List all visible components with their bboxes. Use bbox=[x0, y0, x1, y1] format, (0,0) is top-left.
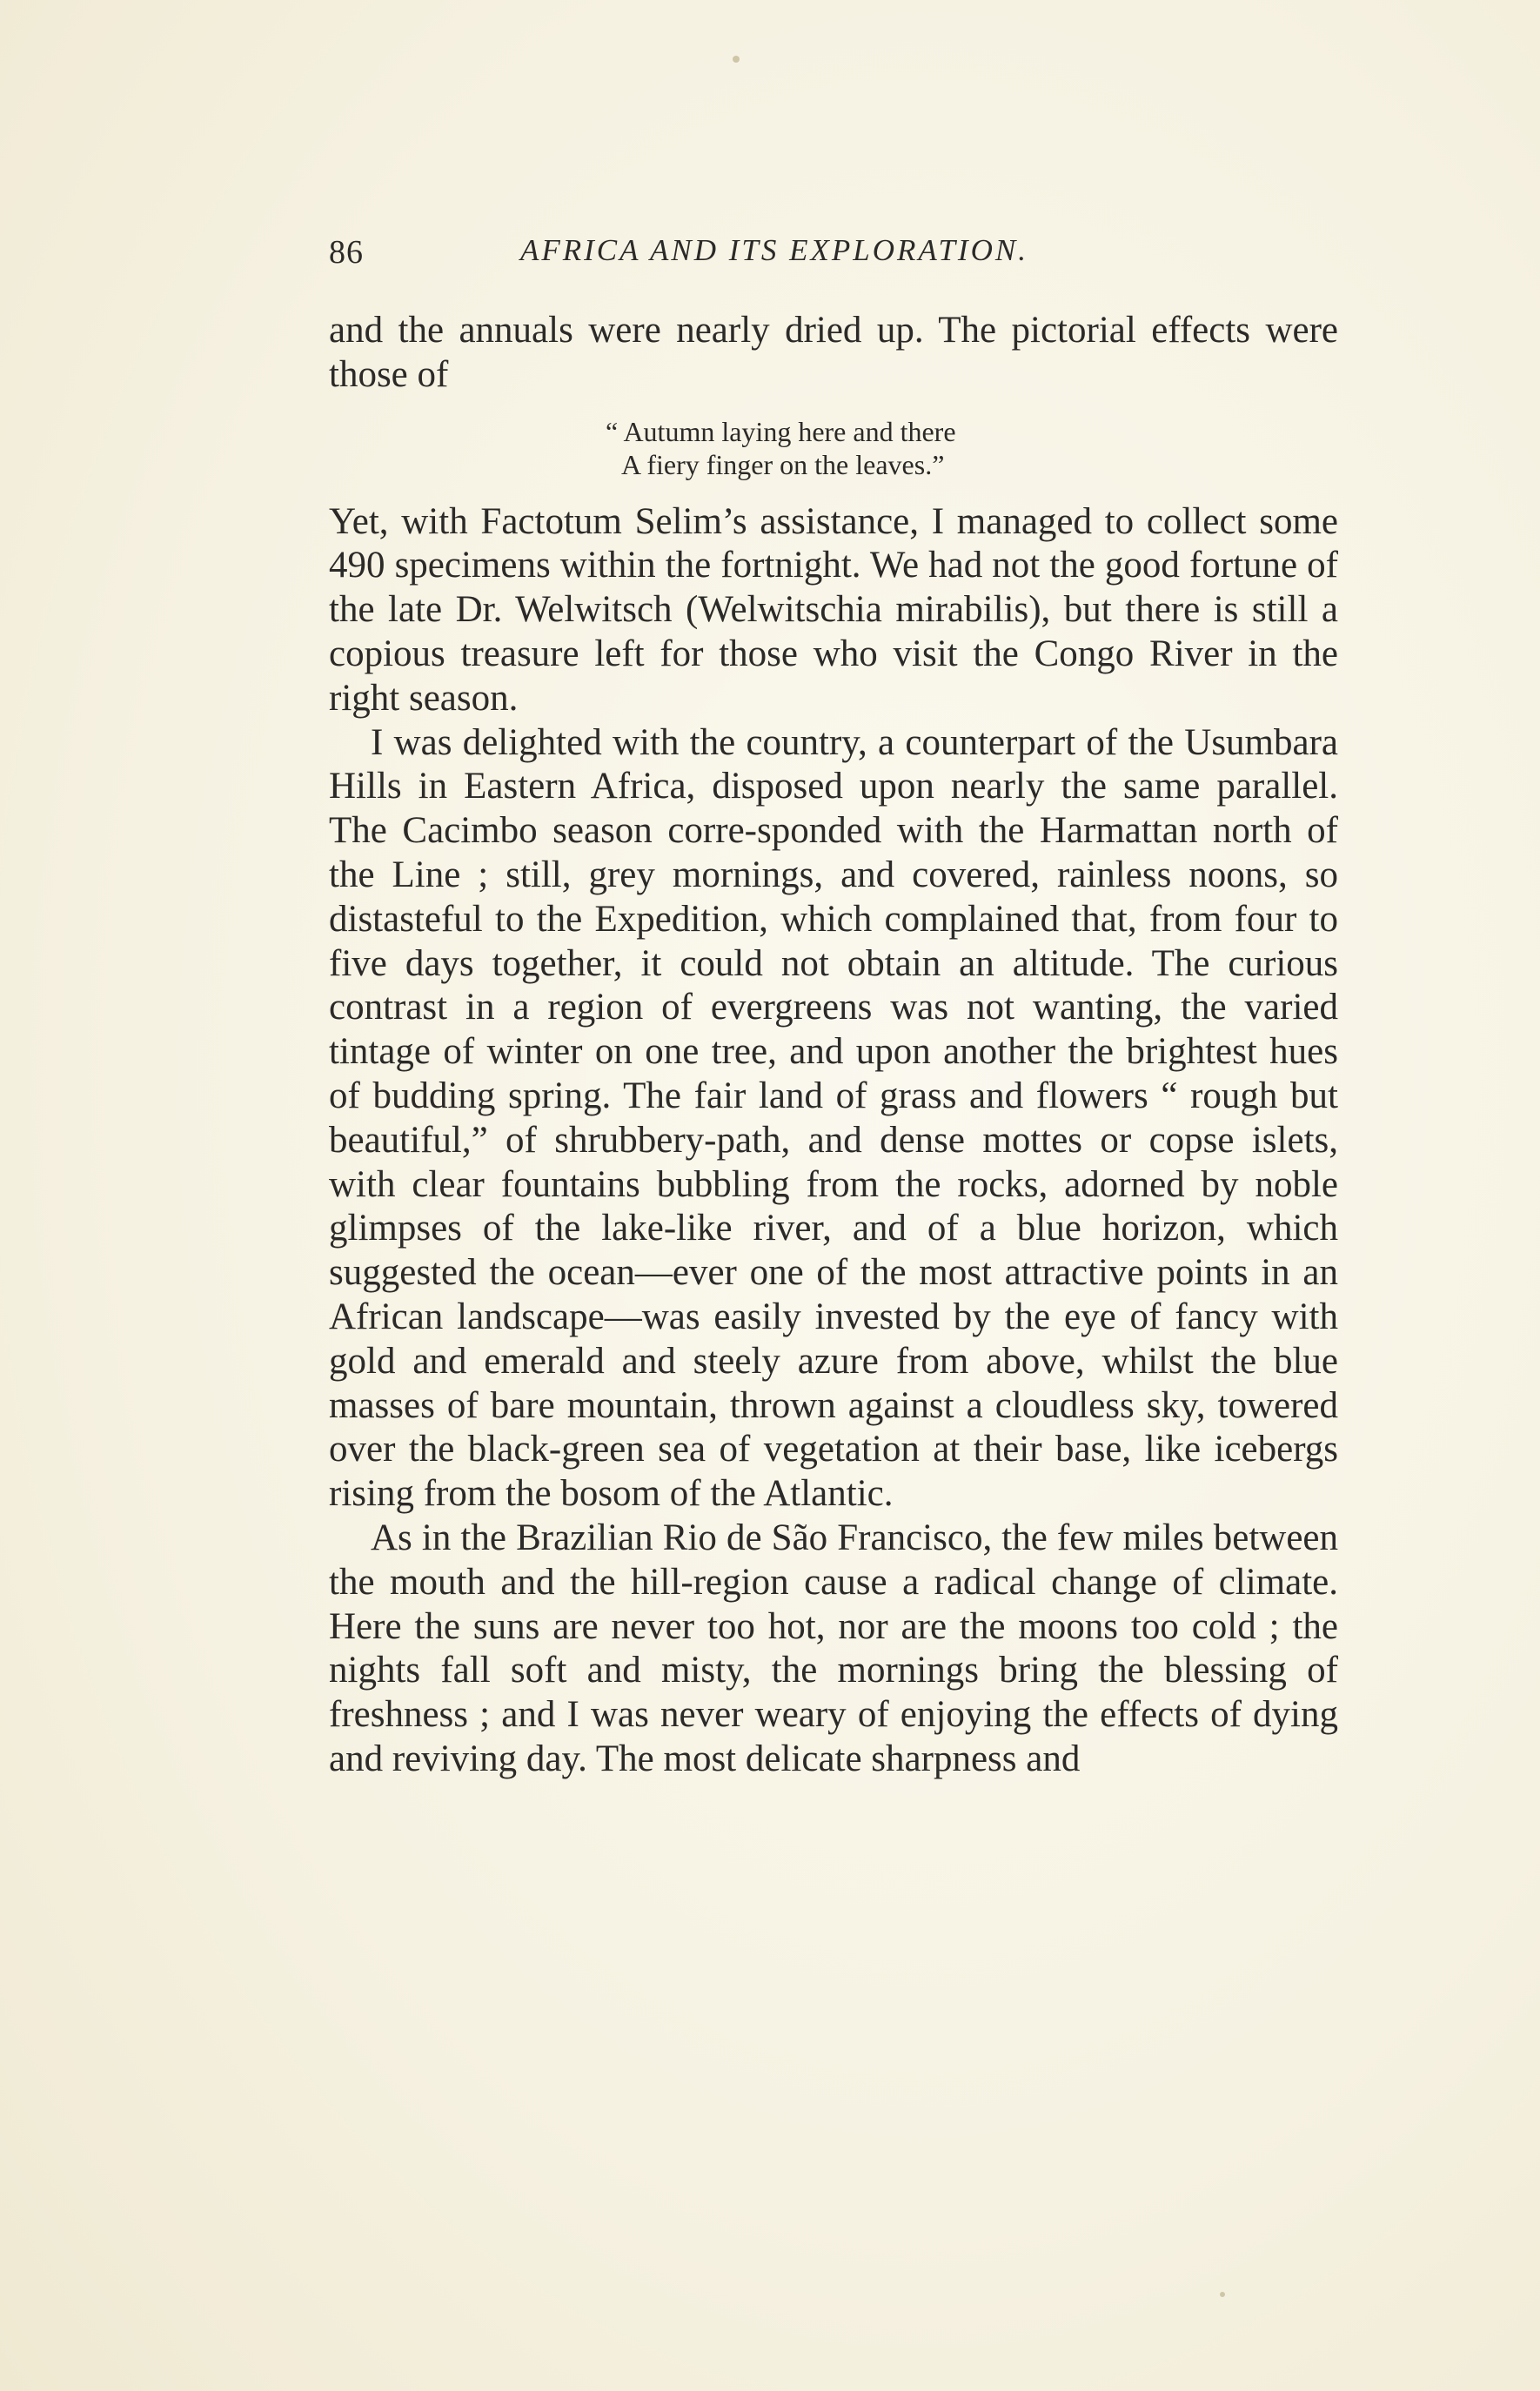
running-title: AFRICA AND ITS EXPLORATION. bbox=[520, 233, 1028, 267]
paragraph-climate: As in the Brazilian Rio de São Francisco, the few miles between the mouth and the hill-region cause a radical change of climate. Here the suns are never too hot, nor are the moons too cold ; the nights fall soft and misty, the mornings bring the blessing of freshness ; and I was never weary of enjoying the effects of dying and reviving day. The most delicate sharpness and bbox=[329, 1517, 1338, 1779]
paragraph-country: I was delighted with the country, a counterpart of the Usumbara Hills in Eastern Africa, disposed upon nearly the same parallel. The Cacimbo season corre-sponded with the Harmattan north of the Line ; still, grey mornings, and covered, rainless noons, so distasteful to the Expedition, which complained that, from four to five days together, it could not obtain an altitude. The curious contrast in a region of evergreens was not wanting, the varied tintage of winter on one tree, and upon another the brightest hues of budding spring. The fair land of grass and flowers “ rough but beautiful,” of shrubbery-path, and dense mottes or copse islets, with clear fountains bubbling from the rocks, adorned by noble glimpses of the lake-like river, and of a blue horizon, which suggested the ocean—ever one of the most attractive points in an African landscape—was easily invested by the eye of fancy with gold and emerald and steely azure from above, whilst the blue masses of bare mountain, thrown against a cloudless sky, towered over the black-green sea of vegetation at their base, like icebergs rising from the bosom of the Atlantic. bbox=[329, 721, 1338, 1515]
page-header bbox=[329, 233, 1338, 277]
verse-quote bbox=[329, 415, 1338, 481]
page-body bbox=[329, 309, 1338, 1782]
paragraph-specimens: Yet, with Factotum Selim’s assistance, I managed to collect some 490 specimens within the fortnight. We had not the good fortune of the late Dr. Welwitsch (Welwitschia mirabilis), but there is still a copious treasure left for those who visit the Congo River in the right season. bbox=[329, 500, 1338, 719]
paper-speck bbox=[1220, 2292, 1225, 2297]
verse-line-2: A fiery finger on the leaves.” bbox=[621, 448, 945, 480]
page-number: 86 bbox=[329, 234, 364, 271]
paper-speck bbox=[733, 56, 740, 63]
opening-paragraph: and the annuals were nearly dried up. The pictorial effects were those of bbox=[329, 310, 1338, 395]
verse-line-1: “ Autumn laying here and there bbox=[606, 415, 956, 447]
